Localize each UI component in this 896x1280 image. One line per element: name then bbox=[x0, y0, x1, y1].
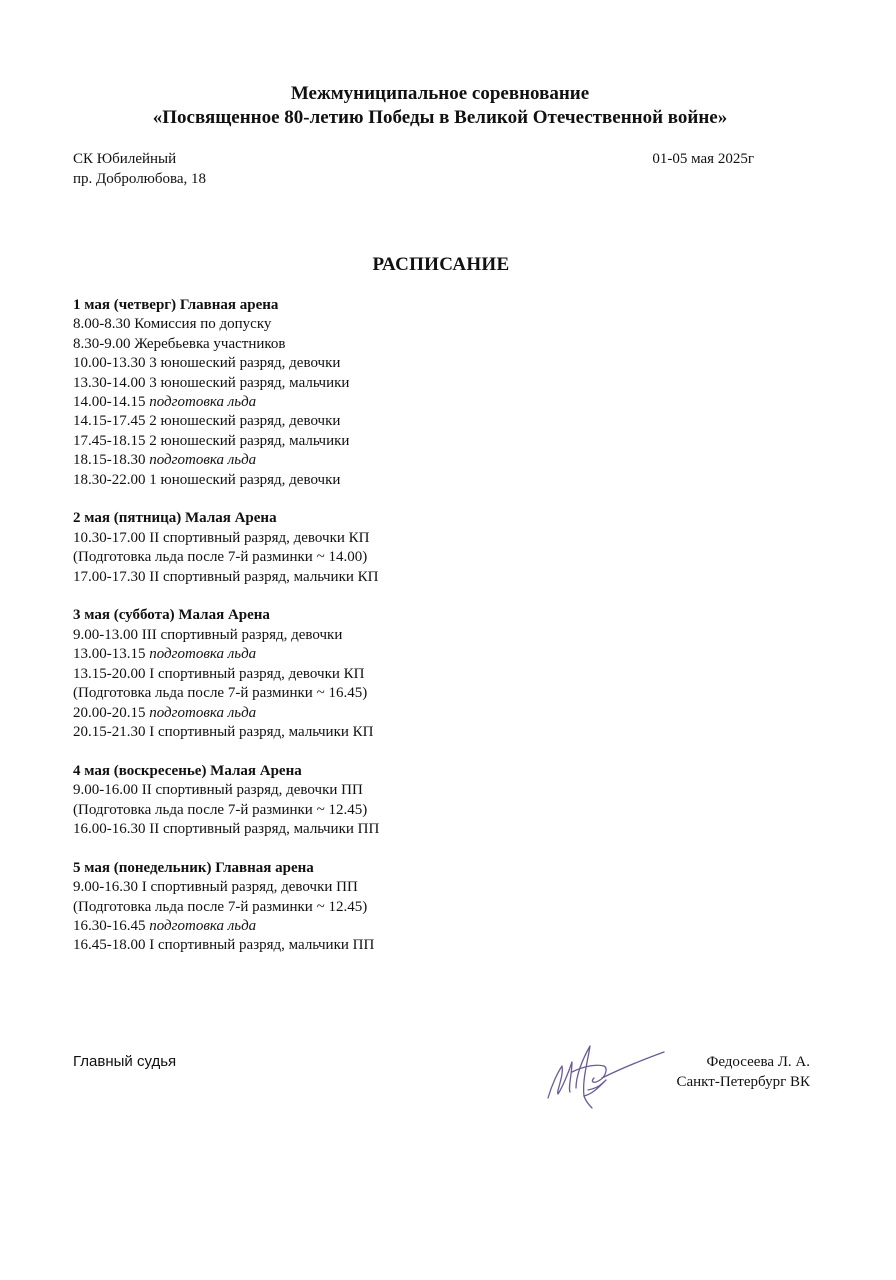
schedule-item bbox=[73, 529, 793, 548]
day-title: 3 мая (суббота) Малая Арена bbox=[73, 607, 270, 624]
day-title: 2 мая (пятница) Малая Арена bbox=[73, 510, 277, 527]
item-time: 16.00-16.30 bbox=[73, 820, 146, 837]
schedule-item bbox=[73, 374, 793, 393]
event-dates: 01-05 мая 2025г bbox=[652, 151, 754, 167]
item-time: 13.00-13.15 bbox=[73, 646, 146, 663]
item-text: II спортивный разряд, девочки ПП bbox=[141, 782, 363, 799]
schedule-item bbox=[73, 704, 793, 723]
day-title: 5 мая (понедельник) Главная арена bbox=[73, 859, 314, 876]
schedule-item bbox=[73, 568, 793, 587]
item-text: 3 юношеский разряд, мальчики bbox=[149, 374, 350, 391]
schedule-item bbox=[73, 645, 793, 664]
item-text: Комиссия по допуску bbox=[134, 316, 272, 333]
schedule-item bbox=[73, 665, 793, 684]
schedule-item bbox=[73, 548, 793, 567]
item-time: 8.00-8.30 bbox=[73, 316, 131, 333]
item-time: 9.00-13.00 bbox=[73, 626, 138, 643]
item-text: I спортивный разряд, девочки КП bbox=[149, 665, 365, 682]
item-text: подготовка льда bbox=[149, 704, 257, 721]
schedule-list bbox=[73, 296, 793, 975]
item-time: 13.30-14.00 bbox=[73, 374, 146, 391]
schedule-item bbox=[73, 917, 793, 936]
item-time: 16.30-16.45 bbox=[73, 917, 146, 934]
schedule-item bbox=[73, 898, 793, 917]
item-time: 20.15-21.30 bbox=[73, 723, 146, 740]
item-text: II спортивный разряд, мальчики КП bbox=[149, 568, 379, 585]
item-time: 17.00-17.30 bbox=[73, 568, 146, 585]
item-time: 13.15-20.00 bbox=[73, 665, 146, 682]
item-text: 1 юношеский разряд, девочки bbox=[149, 471, 341, 488]
schedule-item bbox=[73, 878, 793, 897]
chief-judge-label: Главный судья bbox=[73, 1053, 177, 1070]
venue-address: пр. Добролюбова, 18 bbox=[73, 171, 207, 187]
schedule-item bbox=[73, 684, 793, 703]
schedule-item bbox=[73, 412, 793, 431]
schedule-item bbox=[73, 354, 793, 373]
schedule-item bbox=[73, 471, 793, 490]
schedule-item bbox=[73, 315, 793, 334]
item-text: I спортивный разряд, мальчики ПП bbox=[149, 937, 375, 954]
item-time: 9.00-16.00 bbox=[73, 782, 138, 799]
day-title: 1 мая (четверг) Главная арена bbox=[73, 297, 279, 313]
venue-name: СК Юбилейный bbox=[73, 151, 177, 167]
item-text: подготовка льда bbox=[149, 394, 257, 411]
signature-icon bbox=[546, 1036, 668, 1112]
schedule-heading: РАСПИСАНИЕ bbox=[372, 254, 510, 275]
day-title: 4 мая (воскресенье) Малая Арена bbox=[73, 762, 302, 779]
item-time: 17.45-18.15 bbox=[73, 432, 146, 449]
schedule-item bbox=[73, 393, 793, 412]
schedule-item bbox=[73, 432, 793, 451]
competition-title-line1: Межмуниципальное соревнование bbox=[290, 83, 590, 104]
signer-city: Санкт-Петербург ВК bbox=[676, 1074, 810, 1090]
item-text: 3 юношеский разряд, девочки bbox=[149, 355, 341, 372]
item-time: 10.30-17.00 bbox=[73, 529, 146, 546]
signer-name: Федосеева Л. А. bbox=[706, 1054, 810, 1070]
schedule-item bbox=[73, 451, 793, 470]
schedule-day bbox=[73, 762, 793, 840]
item-text: III спортивный разряд, девочки bbox=[141, 626, 343, 643]
schedule-item bbox=[73, 820, 793, 839]
item-text: подготовка льда bbox=[149, 452, 257, 469]
item-text: 2 юношеский разряд, девочки bbox=[149, 413, 341, 430]
item-text: 2 юношеский разряд, мальчики bbox=[149, 432, 350, 449]
item-text: II спортивный разряд, мальчики ПП bbox=[149, 820, 380, 837]
item-time: 9.00-16.30 bbox=[73, 879, 138, 896]
item-text: (Подготовка льда после 7-й разминки ~ 14.00) bbox=[73, 549, 368, 566]
signer-block bbox=[676, 1052, 810, 1092]
schedule-item bbox=[73, 626, 793, 645]
competition-title-line2: «Посвященное 80-летию Победы в Великой Отечественной войне» bbox=[152, 107, 728, 128]
item-text: II спортивный разряд, девочки КП bbox=[149, 529, 370, 546]
schedule-item bbox=[73, 335, 793, 354]
item-time: 8.30-9.00 bbox=[73, 335, 131, 352]
schedule-item bbox=[73, 936, 793, 955]
item-time: 14.15-17.45 bbox=[73, 413, 146, 430]
item-text: (Подготовка льда после 7-й разминки ~ 12.45) bbox=[73, 898, 368, 915]
venue-block bbox=[73, 149, 206, 189]
schedule-day bbox=[73, 296, 793, 490]
item-time: 18.15-18.30 bbox=[73, 452, 146, 469]
schedule-item bbox=[73, 723, 793, 742]
item-text: (Подготовка льда после 7-й разминки ~ 12.45) bbox=[73, 801, 368, 818]
item-time: 14.00-14.15 bbox=[73, 394, 146, 411]
item-text: Жеребьевка участников bbox=[134, 335, 286, 352]
item-time: 20.00-20.15 bbox=[73, 704, 146, 721]
schedule-day bbox=[73, 606, 793, 742]
schedule-day bbox=[73, 509, 793, 587]
item-time: 10.00-13.30 bbox=[73, 355, 146, 372]
schedule-item bbox=[73, 781, 793, 800]
schedule-day bbox=[73, 859, 793, 956]
item-text: I спортивный разряд, мальчики КП bbox=[149, 723, 374, 740]
item-text: подготовка льда bbox=[149, 646, 257, 663]
item-time: 18.30-22.00 bbox=[73, 471, 146, 488]
item-text: (Подготовка льда после 7-й разминки ~ 16.45) bbox=[73, 685, 368, 702]
item-text: I спортивный разряд, девочки ПП bbox=[141, 879, 358, 896]
item-text: подготовка льда bbox=[149, 917, 257, 934]
schedule-item bbox=[73, 801, 793, 820]
item-time: 16.45-18.00 bbox=[73, 937, 146, 954]
